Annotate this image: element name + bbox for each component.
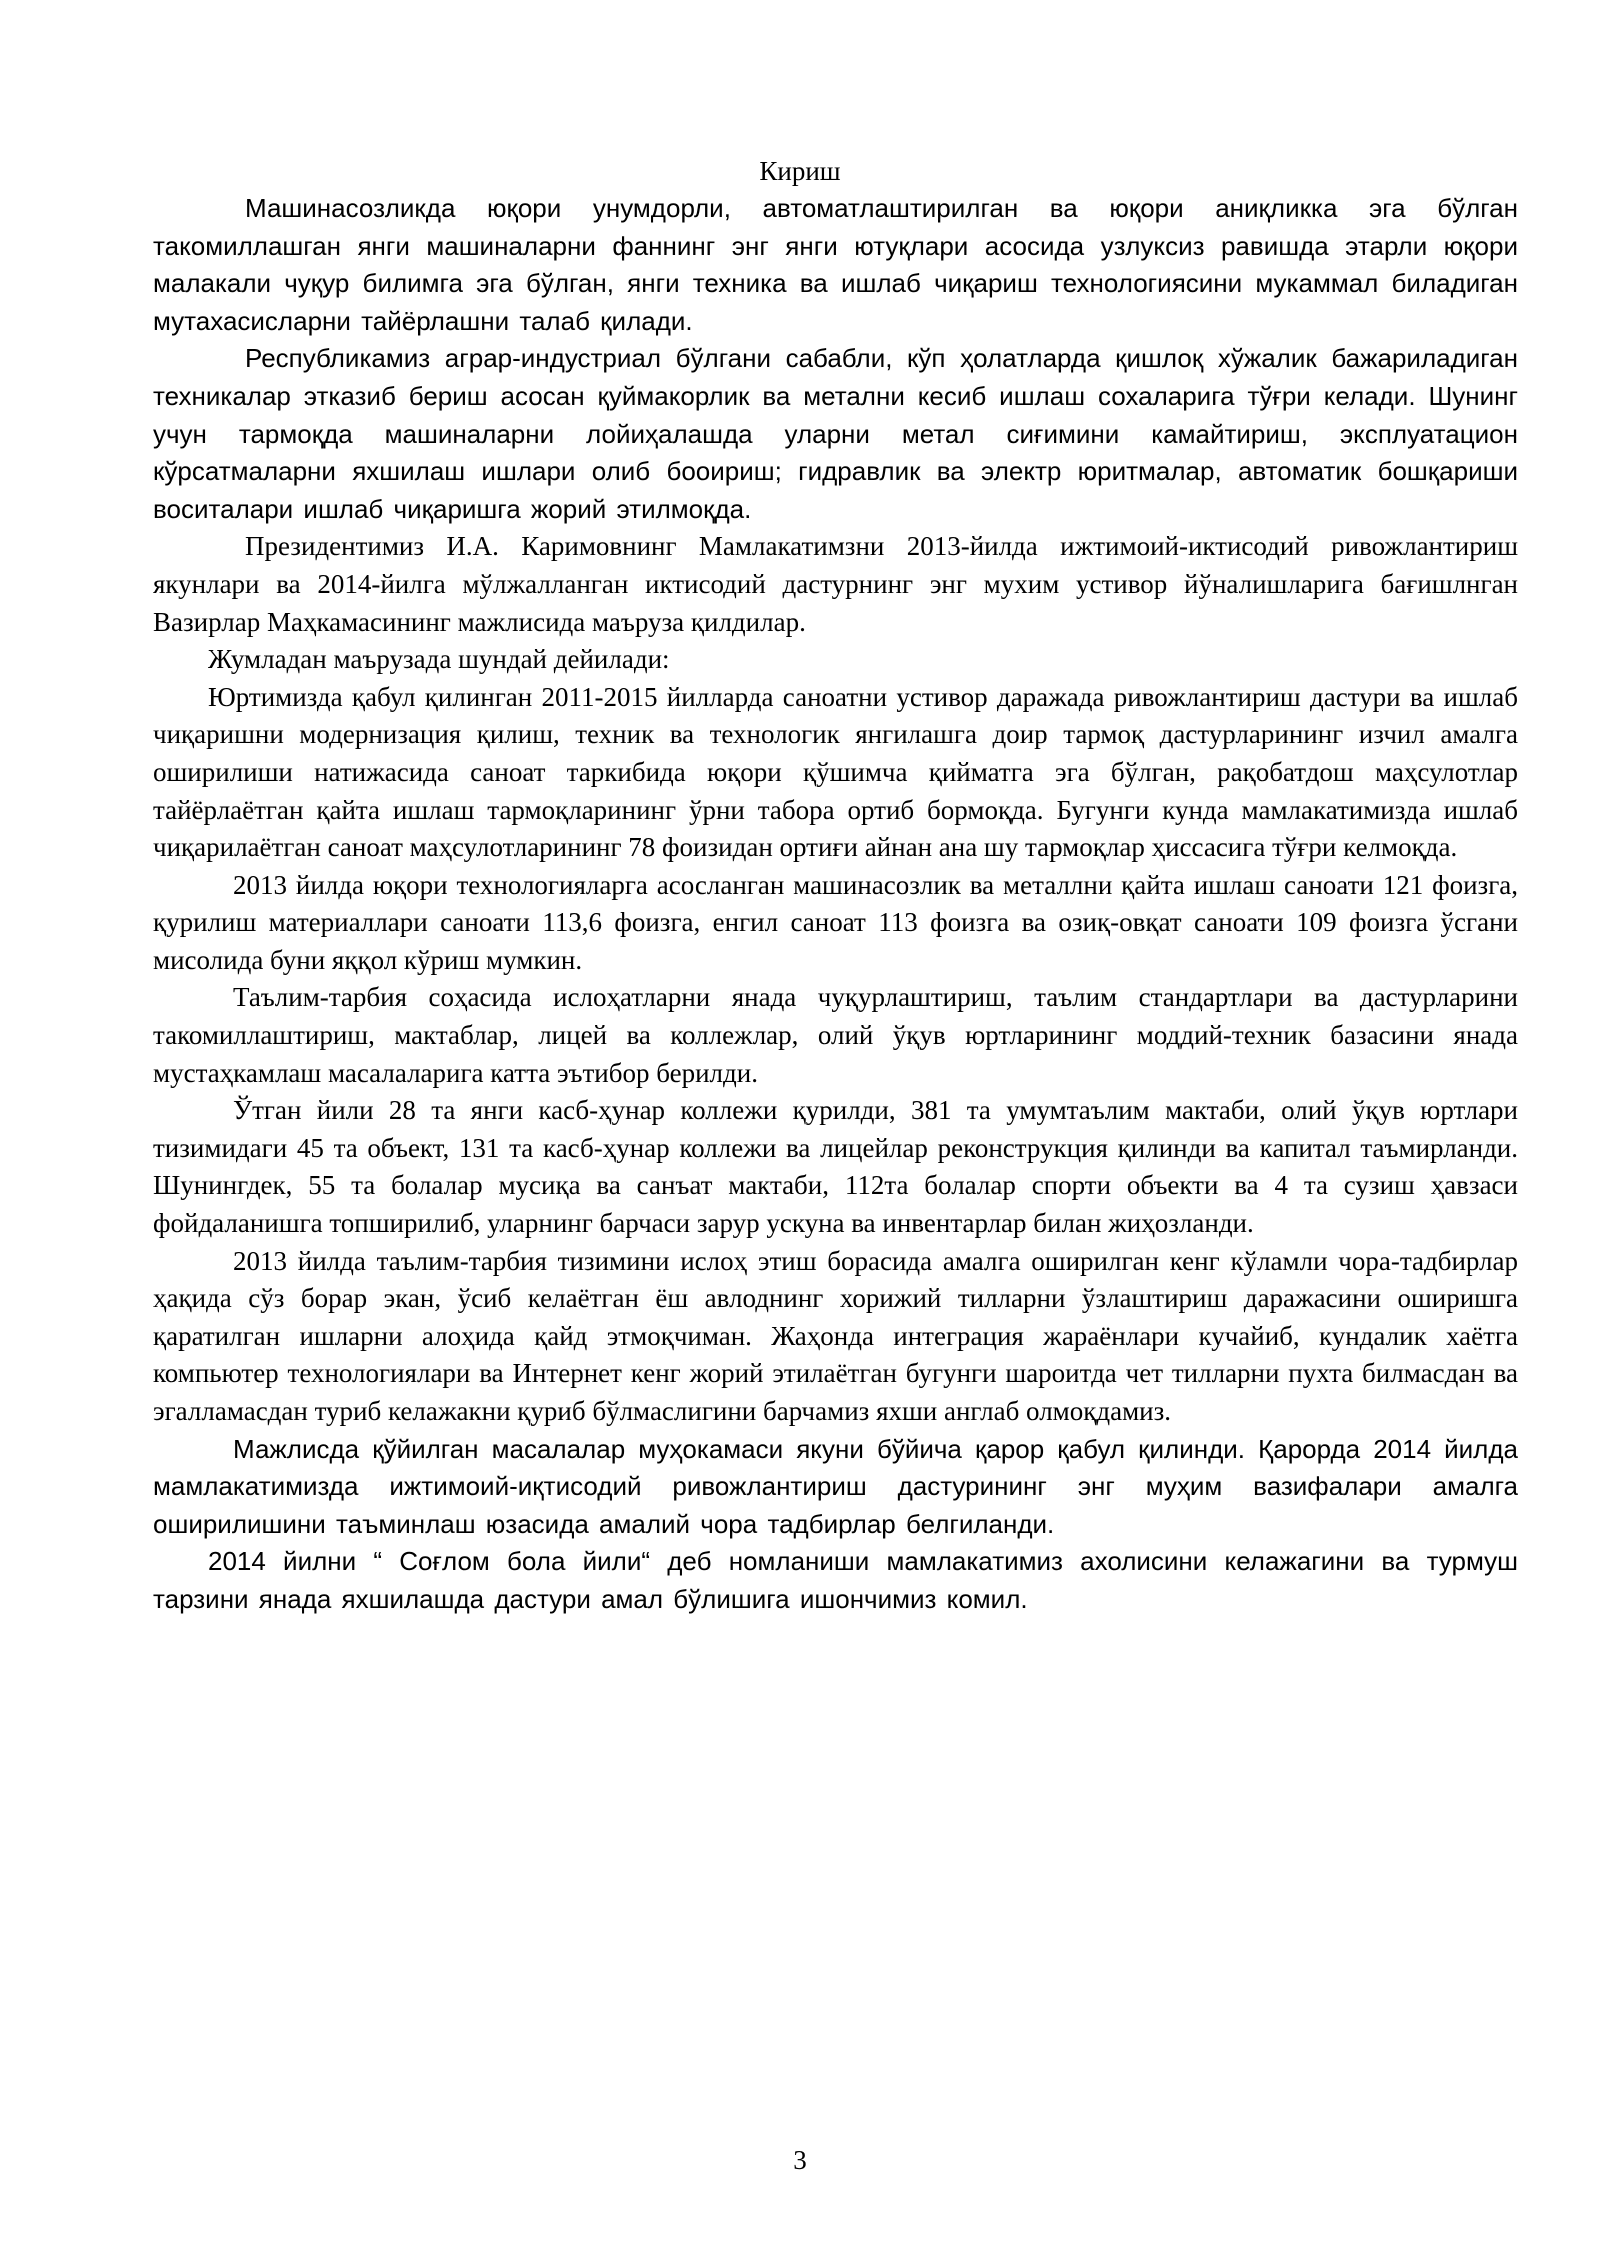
paragraph-8: Ўтган йили 28 та янги касб-ҳунар коллежи қурилди, 381 та умумтаълим мактаби, олий ўқув юртлари тизимидаги 45 та объект, 131 та касб-ҳунар коллежи ва лицейлар реконструкция қилинди ва капитал таъмирланди. Шунингдек, 55 та болалар мусиқа ва санъат мактаби, 112та болалар спорти объекти ва 4 та сузиш ҳавзаси фойдаланишга топширилиб, уларнинг барчаси зарур ускуна ва инвентарлар билан жиҳозланди.: [153, 1095, 1518, 1239]
paragraph-1: Машинасозликда юқори унумдорли, автоматлаштирилган ва юқори аниқликка эга бўлган такомиллашган янги машиналарни фаннинг энг янги ютуқлари асосида узлуксиз равишда этарли юқори малакали чуқур билимга эга бўлган, янги техника ва ишлаб чиқариш технологиясини мукаммал биладиган мутахасисларни тайёрлашни талаб қилади.: [153, 193, 1518, 336]
page-number: 3: [793, 2145, 807, 2175]
paragraph-10: Мажлисда қўйилган масалалар муҳокамаси якуни бўйича қарор қабул қилинди. Қарорда 2014 йилда мамлакатимизда ижтимоий-иқтисодий ривожлантириш дастурининг энг муҳим вазифалари амалга оширилишини таъминлаш юзасида амалий чора тадбирлар белгиланди.: [153, 1433, 1518, 1539]
paragraph-5: Юртимизда қабул қилинган 2011-2015 йилларда саноатни устивор даражада ривожлантириш дастури ва ишлаб чиқаришни модернизация қилиш, техник ва технологик янгилашга доир тармоқ дастурларининг изчил амалга оширилиши натижасида саноат таркибида юқори қўшимча қийматга эга бўлган, рақобатдош маҳсулотлар тайёрлаётган қайта ишлаш тармоқларининг ўрни табора ортиб бормоқда. Бугунги кунда мамлакатимизда ишлаб чиқарилаётган саноат маҳсулотларининг 78 фоизидан ортиғи айнан ана шу тармоқлар ҳиссасига тўғри келмоқда.: [153, 681, 1518, 863]
paragraph-3: Президентимиз И.А. Каримовнинг Мамлакатимзни 2013-йилда ижтимоий-иктисодий ривожлантириш якунлари ва 2014-йилга мўлжалланган иктисодий дастурнинг энг мухим устивор йўналишларига бағишлнган Вазирлар Маҳкамасининг мажлисида маъруза қилдилар.: [153, 531, 1518, 637]
page-title: Кириш: [759, 156, 841, 186]
paragraph-6: 2013 йилда юқори технологияларга асосланган машинасозлик ва металлни қайта ишлаш саноати 121 фоизга, қурилиш материаллари саноати 113,6 фоизга, енгил саноат 113 фоизга ва озиқ-овқат саноати 109 фоизга ўсгани мисолида буни яққол кўриш мумкин.: [153, 869, 1518, 975]
paragraph-4: Жумладан маърузада шундай дейилади:: [208, 644, 670, 675]
paragraph-2: Республикамиз аграр-индустриал бўлгани сабабли, кўп ҳолатларда қишлоқ хўжалик бажариладиган техникалар этказиб бериш асосан қуймакорлик ва метални кесиб ишлаш сохаларига тўғри келади. Шунинг учун тармоқда машиналарни лойиҳалашда уларни метал сиғимини камайтириш, эксплуатацион кўрсатмаларни яхшилаш ишлари олиб бооириш; гидравлик ва электр юритмалар, автоматик бошқариши воситалари ишлаб чиқаришга жорий этилмоқда.: [153, 343, 1518, 524]
paragraph-7: Таълим-тарбия соҳасида ислоҳатларни янада чуқурлаштириш, таълим стандартлари ва дастурларини такомиллаштириш, мактаблар, лицей ва коллежлар, олий ўқув юртларининг моддий-техник базасини янада мустаҳкамлаш масалаларига катта эътибор берилди.: [153, 982, 1518, 1088]
document-body: [153, 190, 1518, 1619]
paragraph-11: 2014 йилни “ Соғлом бола йили“ деб номланиши мамлакатимиз ахолисини келажагини ва турмуш тарзини янада яхшилашда дастури амал бўлишига ишончимиз комил.: [153, 1546, 1518, 1614]
paragraph-9: 2013 йилда таълим-тарбия тизимини ислоҳ этиш борасида амалга оширилган кенг кўламли чора-тадбирлар ҳақида сўз борар экан, ўсиб келаётган ёш авлоднинг хорижий тилларни ўзлаштириш даражасини оширишга қаратилган ишларни алоҳида қайд этмоқчиман. Жаҳонда интеграция жараёнлари кучайиб, кундалик хаётга компьютер технологиялари ва Интернет кенг жорий этилаётган бугунги шароитда чет тилларни пухта билмасдан ва эгалламасдан туриб келажакни қуриб бўлмаслигини барчамиз яхши англаб олмоқдамиз.: [153, 1245, 1518, 1426]
